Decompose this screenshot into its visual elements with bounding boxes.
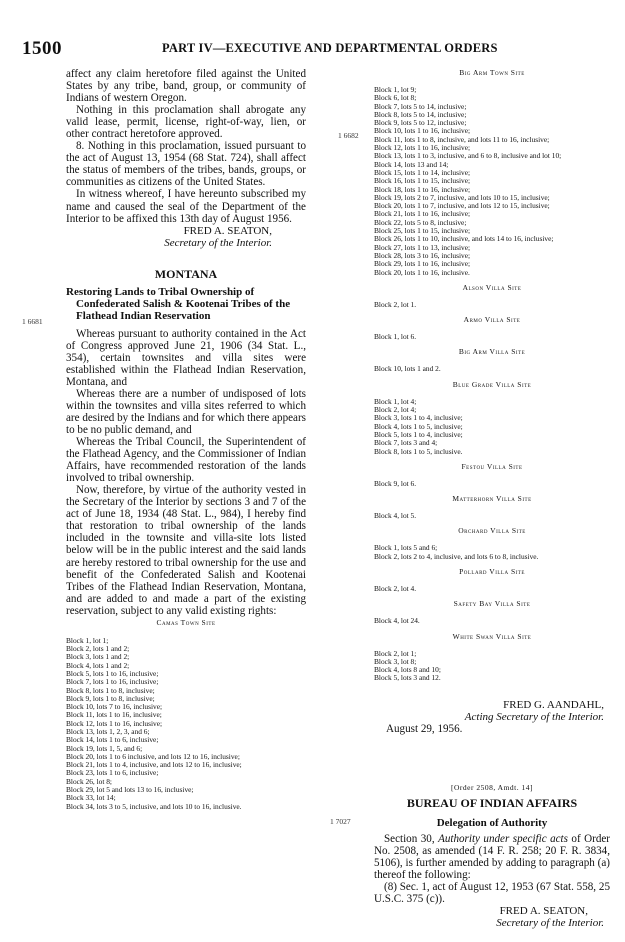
lot-entry: Block 2, lots 1 and 2;	[66, 644, 130, 654]
lot-entry: Block 33, lot 14;	[66, 793, 116, 803]
lot-entry: Block 34, lots 3 to 5, inclusive, and lots 10 to 16, inclusive.	[66, 801, 242, 811]
site-title: Pollard Villa Site	[459, 566, 525, 576]
lot-entry: Block 6, lot 8;	[374, 93, 417, 103]
camas-lot-list	[66, 637, 306, 811]
lot-entry: Block 20, lots 1 to 7, inclusive, and lots 12 to 15, inclusive;	[374, 201, 550, 211]
lot-entry: Block 2, lot 4.	[374, 583, 417, 593]
signature-date: August 29, 1956.	[386, 722, 463, 735]
lot-entry: Block 7, lots 3 and 4;	[374, 438, 438, 448]
site-lot-list	[374, 480, 610, 488]
lot-entry: Block 27, lots 1 to 13, inclusive;	[374, 242, 471, 252]
whereas-paragraph-1: Whereas pursuant to authority contained in the Act of Congress approved June 21, 1906 (34 Stat. L., 354), certain townsites and villa sites were established within the Flathead Indian Reservation, Montana, and	[66, 327, 306, 388]
lot-entry: Block 5, lots 3 and 12.	[374, 673, 441, 683]
site-section	[374, 599, 610, 625]
lot-entry: Block 29, lot 5 and lots 13 to 16, inclusive;	[66, 785, 194, 795]
bureau-heading: BUREAU OF INDIAN AFFAIRS	[406, 795, 578, 810]
lot-entry: Block 7, lots 5 to 14, inclusive;	[374, 101, 467, 111]
lot-entry: Block 8, lots 1 to 5, inclusive.	[374, 446, 463, 456]
page-number: 1500	[22, 38, 62, 59]
site-lot-list	[374, 301, 610, 309]
bureau-signature-title: Secretary of the Interior.	[496, 917, 604, 930]
site-title: Armo Villa Site	[463, 315, 521, 325]
right-signature-name: FRED G. AANDAHL,	[503, 698, 604, 711]
lot-entry: Block 4, lots 1 and 2;	[66, 660, 130, 670]
right-signature-title: Acting Secretary of the Interior.	[464, 710, 604, 723]
lot-entry: Block 11, lots 1 to 16, inclusive;	[66, 710, 162, 720]
bureau-para-rest: of Order No. 2508, as amended (14 F. R. 258; 20 F. R. 3834, 5106), is further amended by adding to paragraph (a) thereof the following:	[374, 832, 610, 881]
lot-entry: Block 9, lot 6.	[374, 478, 417, 488]
lot-entry: Block 13, lots 1, 2, 3, and 6;	[66, 727, 150, 736]
site-lot-list	[374, 333, 610, 341]
lot-entry: Block 19, lots 1, 5, and 6;	[66, 743, 143, 753]
lot-entry: Block 19, lots 2 to 7, inclusive, and lots 10 to 15, inclusive;	[374, 192, 550, 202]
site-section	[374, 462, 610, 488]
lot-entry: Block 2, lots 2 to 4, inclusive, and lots 6 to 8, inclusive.	[374, 551, 539, 561]
site-section	[374, 494, 610, 520]
site-title: Big Arm Villa Site	[458, 347, 526, 357]
lot-entry: Block 1, lot 9;	[374, 85, 417, 94]
intro-paragraph-4: In witness whereof, I have hereunto subscribed my name and caused the seal of the Department of the Interior to be affixed this 13th day of August 1956.	[66, 188, 306, 225]
site-title: Blue Grade Villa Site	[452, 379, 532, 389]
lot-entry: Block 10, lots 7 to 16, inclusive;	[66, 702, 163, 712]
lot-entry: Block 7, lots 1 to 16, inclusive;	[66, 677, 159, 687]
site-title: Festou Villa Site	[461, 461, 523, 471]
lot-entry: Block 3, lots 1 and 2;	[66, 652, 130, 662]
lot-entry: Block 22, lots 5 to 8, inclusive;	[374, 217, 467, 227]
lot-entry: Block 18, lots 1 to 16, inclusive;	[374, 184, 471, 194]
intro-paragraph-2: Nothing in this proclamation shall abrogate any valid lease, permit, license, right-of-way, lien, or other contract heretofore approved.	[66, 104, 306, 141]
lot-entry: Block 1, lot 4;	[374, 396, 417, 406]
running-title: PART IV—EXECUTIVE AND DEPARTMENTAL ORDERS	[162, 41, 498, 55]
lot-entry: Block 8, lots 1 to 8, inclusive;	[66, 685, 155, 695]
now-therefore-paragraph: Now, therefore, by virtue of the authority vested in the Secretary of the Interior by sections 3 and 7 of the act of June 18, 1934 (48 Stat. L., 984), I hereby find that restoration to tribal ownership of the lands included in the townsite and villa-site lots listed below will be in the public interest and the said lands are hereby restored to tribal ownership for the use and benefit of the Confederated Salish and Kootenai Tribes of the Flathead Indian Reservation, Montana, and are added to and made a part of the existing reservation, subject to any valid existing rights:	[66, 484, 306, 617]
site-title: Alson Villa Site	[462, 282, 522, 292]
site-lot-list	[374, 398, 610, 456]
lot-entry: Block 9, lots 5 to 12, inclusive;	[374, 118, 467, 128]
lot-entry: Block 15, lots 1 to 14, inclusive;	[374, 167, 471, 177]
site-lot-list	[374, 650, 610, 683]
lot-entry: Block 5, lots 1 to 4, inclusive;	[374, 429, 463, 439]
intro-paragraph-3: 8. Nothing in this proclamation, issued pursuant to the act of August 13, 1954 (68 Stat. 724), shall affect the status of members of the tribes, bands, groups, or communities as citizens of the United States.	[66, 140, 306, 189]
bureau-signature-name: FRED A. SEATON,	[499, 905, 588, 918]
site-title: Orchard Villa Site	[458, 526, 526, 536]
site-lot-list	[374, 585, 610, 593]
site-section	[374, 526, 610, 561]
lot-entry: Block 8, lots 5 to 14, inclusive;	[374, 109, 467, 119]
lot-entry: Block 14, lots 13 and 14;	[374, 159, 449, 169]
bureau-paragraph-2: (8) Sec. 1, act of August 12, 1953 (67 Stat. 558, 25 U.S.C. 375 (c)).	[374, 881, 610, 906]
lot-entry: Block 26, lot 8;	[66, 776, 112, 786]
lot-entry: Block 1, lots 5 and 6;	[374, 543, 438, 553]
site-title: White Swan Villa Site	[452, 631, 532, 641]
page-header	[22, 38, 603, 58]
lot-entry: Block 14, lots 1 to 6, inclusive;	[66, 735, 159, 745]
left-column	[66, 68, 306, 811]
lot-entry: Block 9, lots 1 to 8, inclusive;	[66, 693, 155, 703]
lot-entry: Block 28, lots 3 to 16, inclusive;	[374, 250, 471, 260]
site-title: Big Arm Town Site	[459, 68, 525, 77]
bureau-paragraph-1	[374, 833, 610, 881]
whereas-paragraph-2: Whereas there are a number of undisposed of lots within the townsites and villa sites referred to which are desired by the Indians and for which there appears to be no public demand, and	[66, 387, 306, 436]
bureau-subheading: Delegation of Authority	[436, 816, 548, 829]
lot-entry: Block 1, lot 6.	[374, 332, 417, 342]
site-lot-list	[374, 617, 610, 625]
right-column	[374, 68, 610, 929]
margin-reference: 1 7027	[330, 817, 351, 826]
section-heading: MONTANA	[154, 266, 218, 281]
site-section	[374, 347, 610, 373]
lot-entry: Block 1, lot 1;	[66, 635, 109, 645]
lot-entry: Block 21, lots 1 to 4, inclusive, and lots 12 to 16, inclusive;	[66, 760, 242, 770]
lot-entry: Block 12, lots 1 to 16, inclusive;	[66, 718, 163, 728]
site-lists	[374, 68, 610, 683]
lot-entry: Block 2, lot 1;	[374, 648, 417, 658]
lot-entry: Block 26, lots 1 to 10, inclusive, and lots 14 to 16, inclusive;	[374, 234, 554, 244]
site-lot-list	[374, 365, 610, 373]
lot-entry: Block 3, lot 8;	[374, 656, 417, 666]
lot-entry: Block 20, lots 1 to 16, inclusive.	[374, 267, 470, 277]
camas-town-site-title: Camas Town Site	[156, 617, 216, 627]
lot-entry: Block 16, lots 1 to 15, inclusive;	[374, 176, 471, 186]
lot-entry: Block 10, lots 1 and 2.	[374, 364, 441, 374]
site-title: Safety Bay Villa Site	[453, 599, 531, 609]
lot-entry: Block 11, lots 1 to 8, inclusive, and lots 11 to 16, inclusive;	[374, 134, 550, 144]
site-section	[374, 283, 610, 309]
bureau-para-lead: Section 30,	[384, 832, 439, 845]
whereas-paragraph-3: Whereas the Tribal Council, the Superintendent of the Flathead Agency, and the Commissioner of Indian Affairs, have recommended restoration of the lands involved to tribal ownership.	[66, 436, 306, 485]
lot-entry: Block 29, lots 1 to 16, inclusive;	[374, 259, 471, 269]
site-section	[374, 380, 610, 456]
lot-entry: Block 10, lots 1 to 16, inclusive;	[374, 126, 471, 136]
lot-entry: Block 23, lots 1 to 6, inclusive;	[66, 768, 159, 778]
lot-entry: Block 2, lot 4;	[374, 405, 417, 415]
section-subheading: Restoring Lands to Tribal Ownership of Confederated Salish & Kootenai Tribes of the Flathead Indian Reservation	[66, 285, 291, 322]
lot-entry: Block 4, lot 5.	[374, 511, 417, 521]
site-lot-list	[374, 512, 610, 520]
site-section	[374, 315, 610, 341]
site-lot-list	[374, 544, 610, 561]
signature-title: Secretary of the Interior.	[164, 236, 272, 249]
signature-name: FRED A. SEATON,	[183, 224, 272, 237]
order-reference: [Order 2508, Amdt. 14]	[450, 782, 534, 792]
lot-entry: Block 3, lots 1 to 4, inclusive;	[374, 413, 463, 423]
intro-paragraph-1: affect any claim heretofore filed against the United States by any tribe, band, group, or community of Indians of western Oregon.	[66, 68, 306, 105]
site-section	[374, 632, 610, 683]
lot-entry: Block 4, lots 1 to 5, inclusive;	[374, 421, 463, 431]
site-section	[374, 68, 610, 277]
lot-entry: Block 4, lot 24.	[374, 616, 420, 626]
lot-entry: Block 21, lots 1 to 16, inclusive;	[374, 209, 471, 219]
lot-entry: Block 13, lots 1 to 3, inclusive, and 6 to 8, inclusive and lot 10;	[374, 151, 562, 161]
lot-entry: Block 25, lots 1 to 15, inclusive;	[374, 226, 471, 236]
site-title: Matterhorn Villa Site	[452, 494, 532, 504]
site-lot-list	[374, 86, 610, 277]
lot-entry: Block 5, lots 1 to 16, inclusive;	[66, 668, 159, 678]
site-section	[374, 567, 610, 593]
margin-reference: 1 6682	[338, 131, 359, 140]
margin-reference: 1 6681	[22, 317, 43, 326]
lot-entry: Block 20, lots 1 to 6 inclusive, and lots 12 to 16, inclusive;	[66, 751, 240, 761]
bureau-para-italic: Authority under specific acts	[438, 832, 568, 845]
lot-entry: Block 12, lots 1 to 16, inclusive;	[374, 143, 471, 153]
lot-entry: Block 2, lot 1.	[374, 299, 417, 309]
lot-entry: Block 4, lots 8 and 10;	[374, 665, 441, 675]
